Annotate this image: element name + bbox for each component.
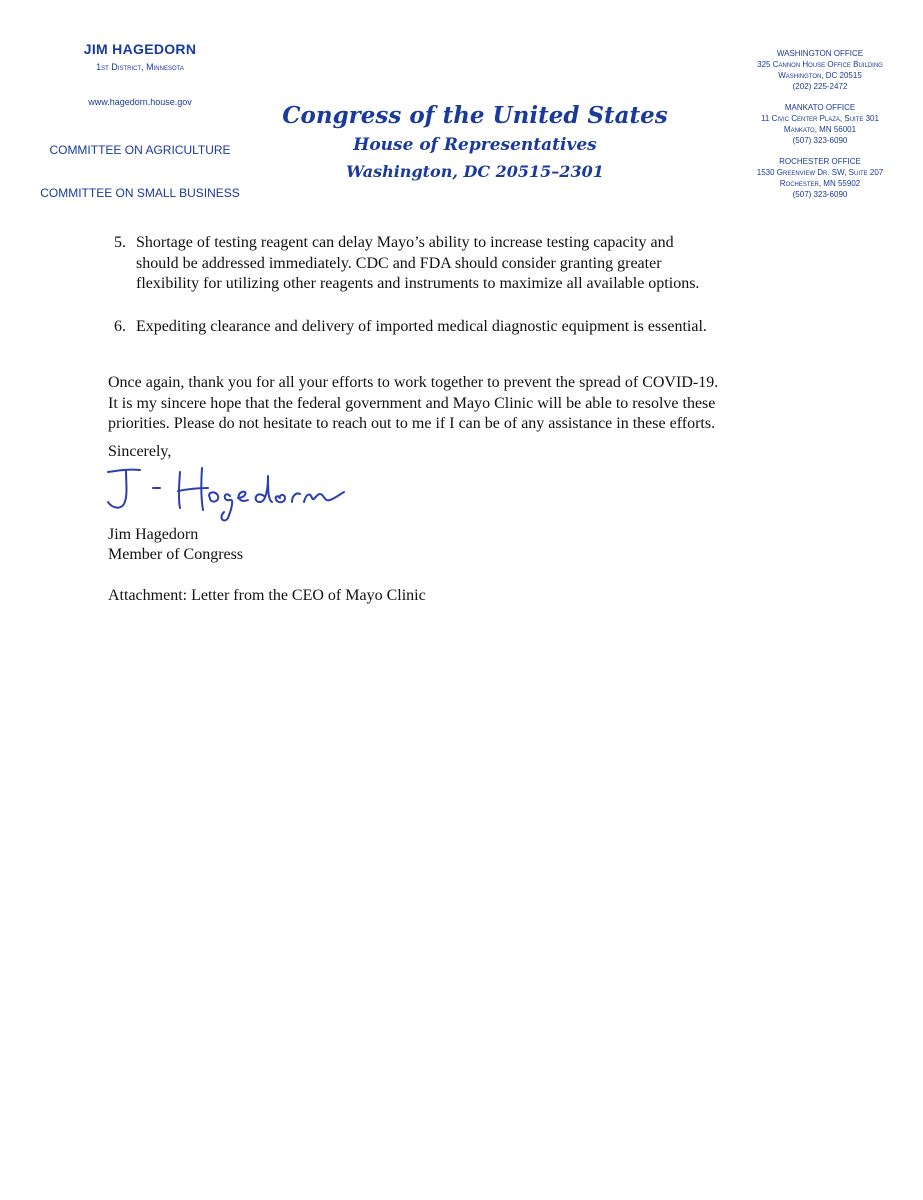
list-line: Shortage of testing reagent can delay Mayo’s ability to increase testing capacity and	[136, 234, 674, 251]
signer-title: Member of Congress	[108, 546, 244, 563]
list-line: Expediting clearance and delivery of imported medical diagnostic equipment is essential.	[136, 318, 707, 335]
office-heading: WASHINGTON OFFICE	[776, 49, 864, 58]
office-heading: ROCHESTER OFFICE	[779, 157, 861, 166]
list-line: should be addressed immediately. CDC and FDA should consider granting greater	[136, 254, 662, 272]
paragraph-line: Once again, thank you for all your efforts to work together to prevent the spread of COVID-19.	[108, 374, 719, 391]
list-number: 6.	[114, 318, 126, 335]
office-phone: (507) 323-6090	[792, 190, 848, 199]
attachment-note: Attachment: Letter from the CEO of Mayo Clinic	[108, 587, 426, 604]
letterhead-city: Washington, DC 20515–2301	[346, 162, 604, 181]
closing-paragraph	[108, 373, 828, 435]
office-phone: (507) 323-6090	[792, 136, 848, 145]
office-address-line: 325 Cannon House Office Building	[757, 60, 883, 69]
office-rochester	[730, 156, 910, 200]
office-address-line: Mankato, MN 56001	[783, 125, 857, 134]
office-address-line: 1530 Greenview Dr. SW, Suite 207	[756, 168, 884, 177]
member-name: JIM HAGEDORN	[83, 41, 197, 57]
office-mankato	[730, 102, 910, 146]
office-address-line: Washington, DC 20515	[778, 71, 862, 80]
letterhead-seal-text	[265, 100, 685, 185]
signer-name: Jim Hagedorn	[108, 526, 199, 543]
office-address-line: Rochester, MN 55902	[779, 179, 861, 188]
salutation: Sincerely,	[108, 443, 172, 460]
letterhead-subtitle: House of Representatives	[353, 135, 597, 155]
handwritten-signature	[98, 458, 358, 524]
paragraph-line: priorities. Please do not hesitate to reach out to me if I can be of any assistance in these efforts.	[108, 415, 716, 432]
committee-small-business: COMMITTEE ON SMALL BUSINESS	[40, 186, 240, 200]
office-phone: (202) 225-2472	[792, 82, 848, 91]
list-item	[114, 233, 826, 295]
committee-agriculture: COMMITTEE ON AGRICULTURE	[49, 143, 231, 157]
office-address-line: 11 Civic Center Plaza, Suite 301	[761, 114, 879, 123]
member-district: 1st District, Minnesota	[96, 62, 184, 72]
letterhead-title: Congress of the United States	[282, 102, 668, 129]
list-number: 5.	[114, 234, 126, 251]
list-item	[114, 317, 826, 338]
office-heading: MANKATO OFFICE	[784, 103, 856, 112]
office-addresses	[730, 48, 910, 210]
office-washington	[730, 48, 910, 92]
member-website: www.hagedorn.house.gov	[88, 97, 192, 107]
paragraph-line: It is my sincere hope that the federal government and Mayo Clinic will be able to resolve these	[108, 394, 716, 412]
list-line: flexibility for utilizing other reagents and instruments to maximize all available options.	[136, 275, 700, 292]
